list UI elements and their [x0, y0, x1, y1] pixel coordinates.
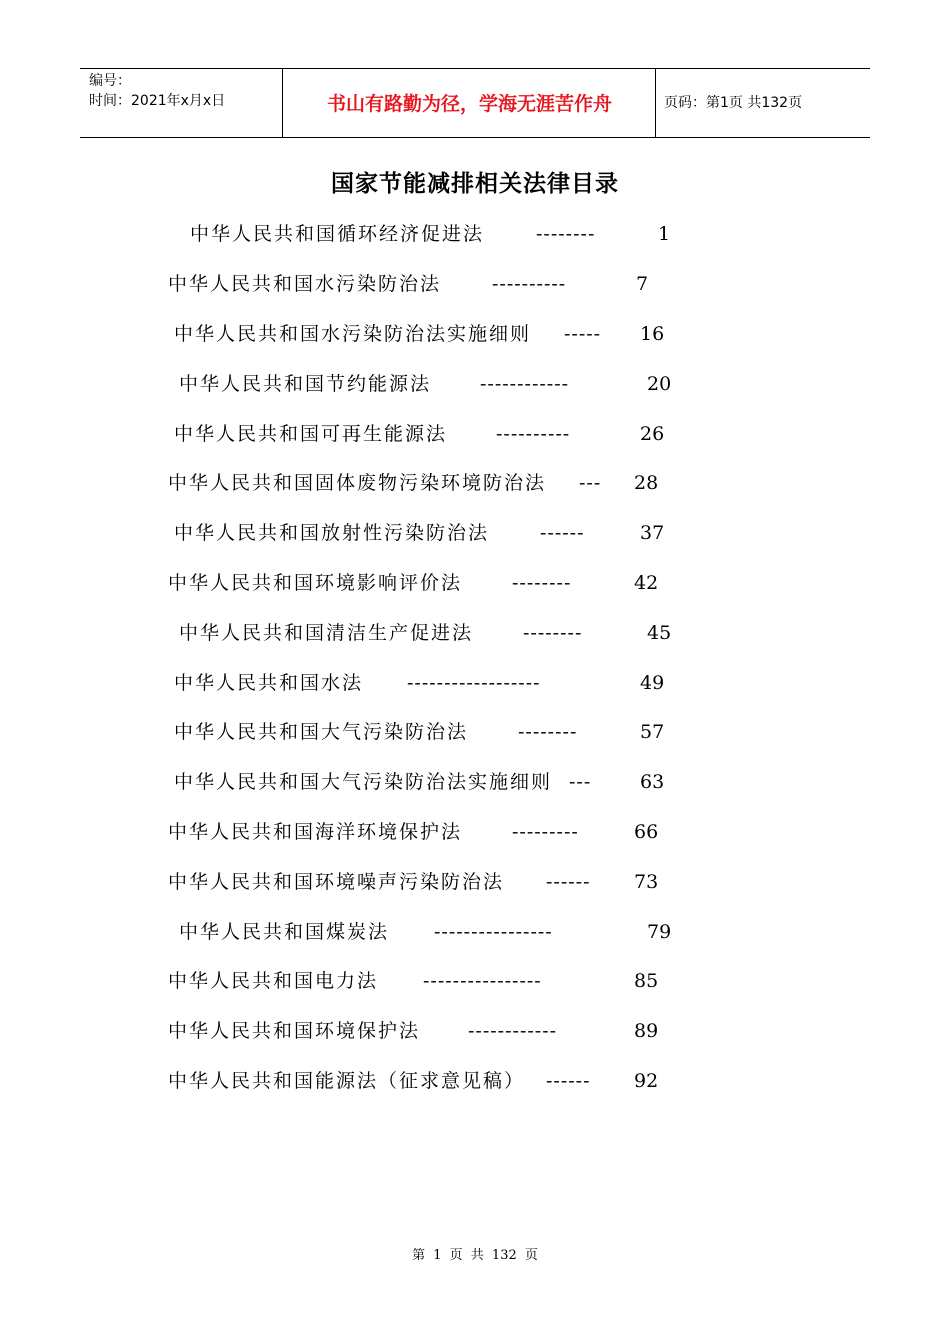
toc-entry-page: 79 [647, 921, 672, 943]
toc-entry-page: 63 [640, 771, 665, 793]
toc-entry-name: 中华人民共和国大气污染防治法 [174, 721, 469, 743]
header-page-info: 页码：第1页 共132页 [664, 95, 803, 111]
toc-entry-name: 中华人民共和国大气污染防治法实施细则 [174, 771, 553, 793]
header-divider [655, 69, 656, 137]
toc-entry-name: 中华人民共和国环境影响评价法 [168, 572, 463, 594]
toc-entry-page: 16 [640, 323, 665, 345]
document-title: 国家节能减排相关法律目录 [331, 171, 619, 197]
number-label: 编号： [89, 73, 131, 89]
toc-entry-name: 中华人民共和国节约能源法 [179, 373, 432, 395]
toc-entry-leader: ---------------- [434, 921, 553, 943]
toc-entry-leader: -------- [536, 223, 596, 245]
toc-entry-page: 92 [634, 1070, 659, 1092]
toc-entry-leader: -------- [523, 622, 583, 644]
toc-entry-page: 85 [634, 970, 659, 992]
toc-entry-page: 26 [640, 423, 665, 445]
toc-entry-leader: ---------------- [423, 970, 542, 992]
toc-entry-page: 37 [640, 522, 665, 544]
toc-entry-page: 49 [640, 672, 665, 694]
toc-entry-leader: ------ [540, 522, 585, 544]
time-label: 时间：2021年x月x日 [89, 93, 226, 109]
toc-entry-leader: -------- [512, 572, 572, 594]
toc-entry-name: 中华人民共和国水污染防治法实施细则 [174, 323, 532, 345]
toc-entry-leader: ------------ [468, 1020, 558, 1042]
toc-entry-name: 中华人民共和国水污染防治法 [168, 273, 442, 295]
toc-entry-leader: ----- [564, 323, 602, 345]
toc-entry-leader: --- [569, 771, 592, 793]
page-footer: 第 1 页 共 132 页 [412, 1248, 538, 1263]
toc-entry-leader: ------------------ [407, 672, 541, 694]
toc-entry-leader: ------------ [480, 373, 570, 395]
toc-entry-page: 66 [634, 821, 659, 843]
toc-entry-leader: ------ [546, 871, 591, 893]
toc-entry-name: 中华人民共和国循环经济促进法 [190, 223, 485, 245]
document-header [80, 68, 870, 138]
toc-entry-name: 中华人民共和国清洁生产促进法 [179, 622, 474, 644]
toc-entry-name: 中华人民共和国水法 [174, 672, 364, 694]
toc-entry-name: 中华人民共和国环境噪声污染防治法 [168, 871, 505, 893]
toc-entry-page: 20 [647, 373, 672, 395]
toc-entry-name: 中华人民共和国放射性污染防治法 [174, 522, 490, 544]
header-meta [89, 71, 225, 111]
toc-entry-leader: ---------- [492, 273, 567, 295]
toc-entry-name: 中华人民共和国可再生能源法 [174, 423, 448, 445]
toc-entry-name: 中华人民共和国能源法（征求意见稿） [168, 1070, 526, 1092]
toc-entry-leader: --- [579, 472, 602, 494]
toc-entry-page: 45 [647, 622, 672, 644]
toc-entry-page: 1 [658, 223, 671, 245]
toc-entry-name: 中华人民共和国煤炭法 [179, 921, 390, 943]
toc-entry-name: 中华人民共和国电力法 [168, 970, 379, 992]
toc-entry-leader: -------- [518, 721, 578, 743]
toc-entry-name: 中华人民共和国固体废物污染环境防治法 [168, 472, 547, 494]
toc-entry-page: 42 [634, 572, 659, 594]
toc-entry-page: 57 [640, 721, 665, 743]
toc-entry-leader: --------- [512, 821, 579, 843]
toc-entry-page: 89 [634, 1020, 659, 1042]
toc-entry-page: 28 [634, 472, 659, 494]
toc-entry-leader: ---------- [496, 423, 571, 445]
toc-entry-name: 中华人民共和国环境保护法 [168, 1020, 421, 1042]
toc-entry-page: 7 [636, 273, 649, 295]
toc-entry-leader: ------ [546, 1070, 591, 1092]
header-motto: 书山有路勤为径，学海无涯苦作舟 [326, 93, 612, 115]
toc-entry-name: 中华人民共和国海洋环境保护法 [168, 821, 463, 843]
toc-entry-page: 73 [634, 871, 659, 893]
